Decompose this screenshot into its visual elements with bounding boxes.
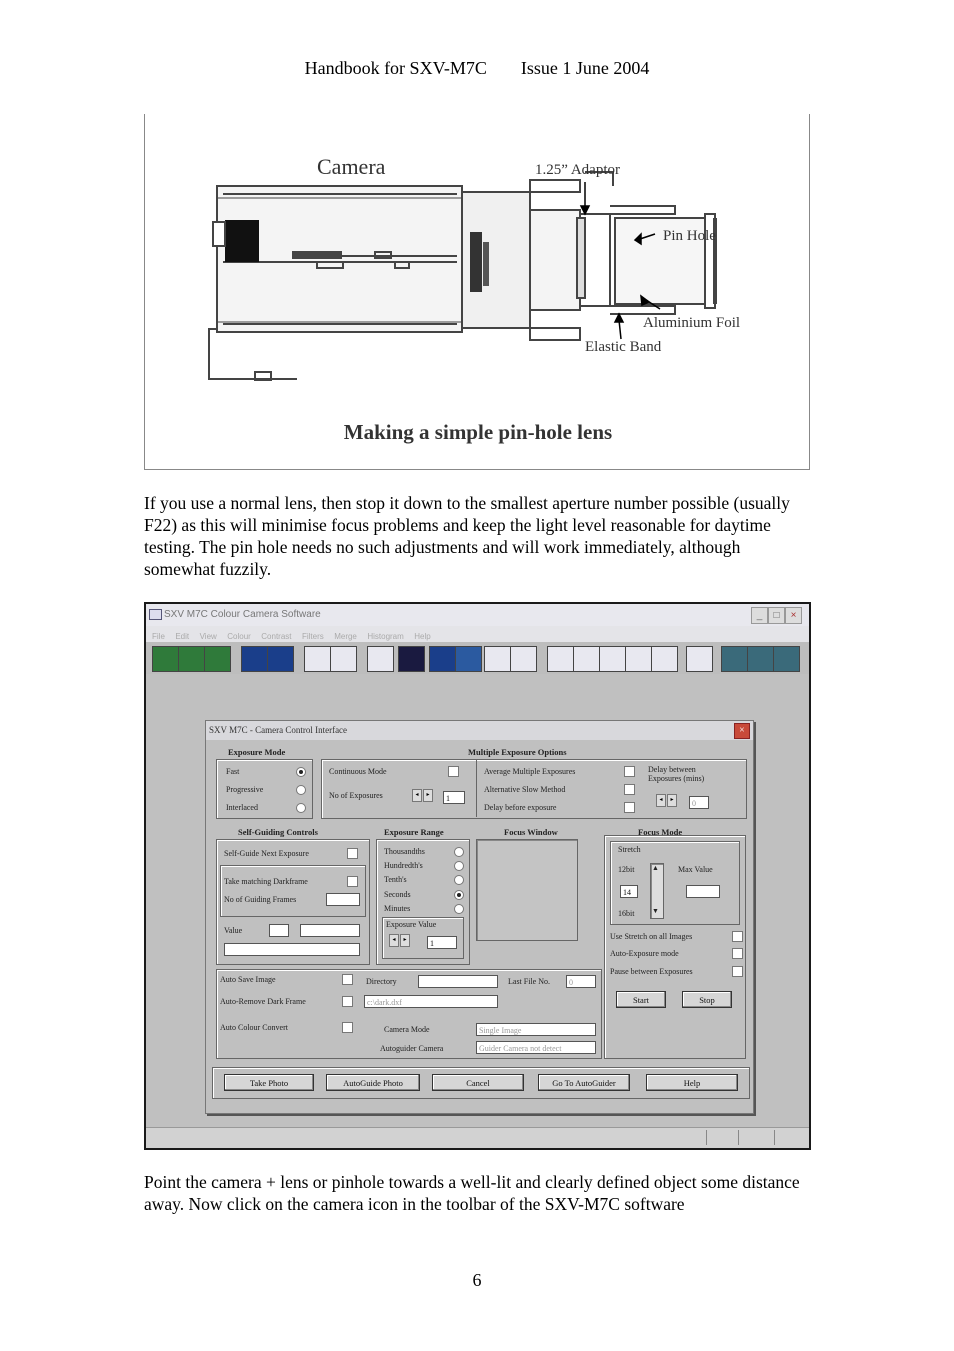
- toolbar-button-icon[interactable]: [651, 646, 678, 672]
- range-minutes-radio[interactable]: [454, 904, 464, 914]
- toolbar-button-icon[interactable]: [152, 646, 179, 672]
- app-title: SXV M7C Colour Camera Software: [164, 609, 321, 620]
- toolbar-button-icon[interactable]: [398, 646, 425, 672]
- exposure-value-input[interactable]: 1: [427, 936, 457, 949]
- delay-spinner[interactable]: ◂ ▸: [656, 794, 677, 807]
- maximize-icon[interactable]: □: [768, 607, 785, 624]
- range-tenths-radio[interactable]: [454, 875, 464, 885]
- multiple-divider: [476, 759, 477, 817]
- max-value-input[interactable]: [686, 885, 720, 898]
- auto-save-label: Auto Save Image: [220, 975, 276, 984]
- menu-contrast[interactable]: Contrast: [261, 632, 292, 641]
- close-icon[interactable]: ×: [785, 607, 802, 624]
- toolbar-button-icon[interactable]: [429, 646, 456, 672]
- exposure-range-heading: Exposure Range: [384, 827, 444, 837]
- toolbar-button-icon[interactable]: [330, 646, 357, 672]
- auto-remove-checkbox[interactable]: [342, 996, 353, 1007]
- toolbar-button-icon[interactable]: [304, 646, 331, 672]
- delay-before-checkbox[interactable]: [624, 802, 635, 813]
- band-label: Elastic Band: [585, 339, 662, 355]
- menu-help[interactable]: Help: [414, 632, 431, 641]
- figure-caption: Making a simple pin-hole lens: [343, 420, 613, 444]
- range-minutes-label: Minutes: [384, 904, 411, 913]
- toolbar-button-icon[interactable]: [686, 646, 713, 672]
- continuous-mode-checkbox[interactable]: [448, 766, 459, 777]
- dialog-titlebar: [206, 721, 753, 740]
- toolbar-button-icon[interactable]: [241, 646, 268, 672]
- use-stretch-label: Use Stretch on all Images: [610, 932, 693, 941]
- menu-edit[interactable]: Edit: [175, 632, 190, 641]
- page-number: 6: [472, 1270, 482, 1290]
- handbook-title: Handbook for SXV-M7C: [304, 58, 487, 78]
- range-hundredths-radio[interactable]: [454, 861, 464, 871]
- toolbar-button-icon[interactable]: [455, 646, 482, 672]
- matching-darkframe-checkbox[interactable]: [347, 876, 358, 887]
- num-exposures-spinner[interactable]: ◂ ▸: [412, 789, 433, 802]
- help-button[interactable]: Help: [646, 1074, 738, 1091]
- guiding-frames-group: [220, 865, 366, 917]
- pause-checkbox[interactable]: [732, 966, 743, 977]
- range-seconds-label: Seconds: [384, 890, 411, 899]
- average-checkbox[interactable]: [624, 766, 635, 777]
- go-to-autoguider-button[interactable]: Go To AutoGuider: [538, 1074, 630, 1091]
- stretch-value-input[interactable]: 14: [620, 885, 638, 898]
- app-toolbar: [146, 642, 809, 674]
- menu-colour[interactable]: Colour: [227, 632, 251, 641]
- slider-down-icon[interactable]: ▼: [652, 907, 659, 915]
- mode-progressive-radio[interactable]: [296, 785, 306, 795]
- mode-fast-radio[interactable]: [296, 767, 306, 777]
- toolbar-button-icon[interactable]: [178, 646, 205, 672]
- paragraph-point-camera: Point the camera + lens or pinhole towards a well-lit and clearly defined object some distance away. Now click on the camera icon in the toolbar of the SXV-M7C software: [144, 1172, 800, 1214]
- guiding-value-input-b[interactable]: [300, 924, 360, 937]
- dialog-close-icon[interactable]: ×: [734, 723, 750, 739]
- average-label: Average Multiple Exposures: [484, 767, 576, 776]
- stretch-12bit-label: 12bit: [618, 865, 635, 874]
- autoguider-label: Autoguider Camera: [380, 1044, 444, 1053]
- range-seconds-radio[interactable]: [454, 890, 464, 900]
- auto-colour-label: Auto Colour Convert: [220, 1023, 288, 1032]
- matching-darkframe-label: Take matching Darkframe: [224, 877, 308, 886]
- minimize-icon[interactable]: _: [751, 607, 768, 624]
- range-tenths-label: Tenth's: [384, 875, 407, 884]
- foil-label: Aluminium Foil: [643, 315, 741, 331]
- camera-mode-label: Camera Mode: [384, 1025, 430, 1034]
- toolbar-button-icon[interactable]: [367, 646, 394, 672]
- delay-between-label: Delay between Exposures (mins): [648, 765, 705, 783]
- app-titlebar: [146, 604, 809, 626]
- exposure-mode-heading: Exposure Mode: [228, 747, 286, 757]
- dark-path-input[interactable]: c:\dark.dxf: [364, 995, 498, 1008]
- pause-label: Pause between Exposures: [610, 967, 693, 976]
- mode-interlaced-radio[interactable]: [296, 803, 306, 813]
- self-guiding-heading: Self-Guiding Controls: [238, 827, 318, 837]
- range-thousandths-label: Thousandths: [384, 847, 425, 856]
- num-exposures-input[interactable]: 1: [443, 791, 465, 804]
- toolbar-button-icon[interactable]: [484, 646, 511, 672]
- auto-colour-checkbox[interactable]: [342, 1022, 353, 1033]
- max-value-label: Max Value: [678, 865, 713, 874]
- toolbar-button-icon[interactable]: [747, 646, 774, 672]
- directory-input[interactable]: [418, 975, 498, 988]
- camera-drawing: [145, 114, 811, 414]
- use-stretch-checkbox[interactable]: [732, 931, 743, 942]
- paragraph-lens-advice: If you use a normal lens, then stop it down to the smallest aperture number possible (usually F22) as this will minimise focus problems and keep the light level reasonable for daytime testing. The pin hole needs no such adjustments and will work immediately, although somewhat fuzzily.: [144, 493, 790, 579]
- menu-merge[interactable]: Merge: [334, 632, 357, 641]
- range-thousandths-radio[interactable]: [454, 847, 464, 857]
- self-guide-next-label: Self-Guide Next Exposure: [224, 849, 309, 858]
- autoguide-photo-button[interactable]: AutoGuide Photo: [326, 1074, 420, 1091]
- pinhole-figure: [144, 114, 810, 470]
- page-header: [0, 58, 954, 79]
- toolbar-button-icon[interactable]: [625, 646, 652, 672]
- guiding-value-input-a[interactable]: [269, 924, 289, 937]
- mode-progressive-label: Progressive: [226, 785, 264, 794]
- range-hundredths-label: Hundredth's: [384, 861, 423, 870]
- menu-file[interactable]: File: [152, 632, 165, 641]
- focus-mode-heading: Focus Mode: [638, 827, 683, 837]
- camera-mode-input: Single Image: [476, 1023, 596, 1036]
- auto-remove-label: Auto-Remove Dark Frame: [220, 997, 306, 1006]
- delay-input[interactable]: 0: [689, 796, 709, 809]
- stretch-16bit-label: 16bit: [618, 909, 635, 918]
- auto-exposure-checkbox[interactable]: [732, 948, 743, 959]
- toolbar-button-icon[interactable]: [773, 646, 800, 672]
- guiding-value-label: Value: [224, 926, 243, 935]
- stretch-label: Stretch: [618, 845, 641, 854]
- toolbar-button-icon[interactable]: [721, 646, 748, 672]
- issue-date: Issue 1 June 2004: [520, 58, 650, 78]
- delay-before-label: Delay before exposure: [484, 803, 557, 812]
- toolbar-button-icon[interactable]: [510, 646, 537, 672]
- menu-filters[interactable]: Filters: [301, 632, 324, 641]
- exposure-value-label: Exposure Value: [386, 920, 437, 929]
- menu-view[interactable]: View: [199, 632, 217, 641]
- num-exposures-label: No of Exposures: [329, 791, 383, 800]
- focus-window-heading: Focus Window: [504, 827, 558, 837]
- take-photo-button[interactable]: Take Photo: [224, 1074, 314, 1091]
- exposure-value-spinner[interactable]: ◂ ▸: [389, 934, 410, 947]
- dialog-title: SXV M7C - Camera Control Interface: [209, 725, 348, 735]
- focus-window-pane: [476, 839, 578, 941]
- stop-button[interactable]: Stop: [682, 991, 732, 1008]
- adaptor-label: 1.25” Adaptor: [535, 162, 620, 178]
- mode-fast-label: Fast: [226, 767, 240, 776]
- last-file-input[interactable]: 0: [566, 975, 596, 988]
- auto-exposure-label: Auto-Exposure mode: [610, 949, 679, 958]
- camera-label: Camera: [317, 154, 386, 179]
- toolbar-button-icon[interactable]: [204, 646, 231, 672]
- last-file-label: Last File No.: [508, 977, 550, 986]
- directory-label: Directory: [366, 977, 397, 986]
- slider-up-icon[interactable]: ▲: [652, 864, 659, 872]
- camera-control-dialog: [205, 720, 754, 1114]
- app-icon: [149, 609, 162, 620]
- autoguider-input: Guider Camera not detect: [476, 1041, 596, 1054]
- mode-interlaced-label: Interlaced: [226, 803, 258, 812]
- start-button[interactable]: Start: [616, 991, 666, 1008]
- app-menubar: [146, 626, 809, 642]
- status-bar: [146, 1127, 809, 1148]
- toolbar-button-icon[interactable]: [573, 646, 600, 672]
- menu-histogram[interactable]: Histogram: [367, 632, 404, 641]
- toolbar-button-icon[interactable]: [547, 646, 574, 672]
- alternative-label: Alternative Slow Method: [484, 785, 566, 794]
- toolbar-button-icon[interactable]: [599, 646, 626, 672]
- cancel-button[interactable]: Cancel: [432, 1074, 524, 1091]
- guiding-value-input-c[interactable]: [224, 943, 360, 956]
- alternative-checkbox[interactable]: [624, 784, 635, 795]
- toolbar-button-icon[interactable]: [267, 646, 294, 672]
- auto-save-checkbox[interactable]: [342, 974, 353, 985]
- continuous-mode-label: Continuous Mode: [329, 767, 387, 776]
- guiding-frames-input[interactable]: [326, 893, 360, 906]
- software-screenshot: [144, 602, 811, 1150]
- self-guide-next-checkbox[interactable]: [347, 848, 358, 859]
- multiple-exposure-heading: Multiple Exposure Options: [468, 747, 567, 757]
- guiding-frames-label: No of Guiding Frames: [224, 895, 297, 904]
- pinhole-label: Pin Hole: [663, 228, 716, 244]
